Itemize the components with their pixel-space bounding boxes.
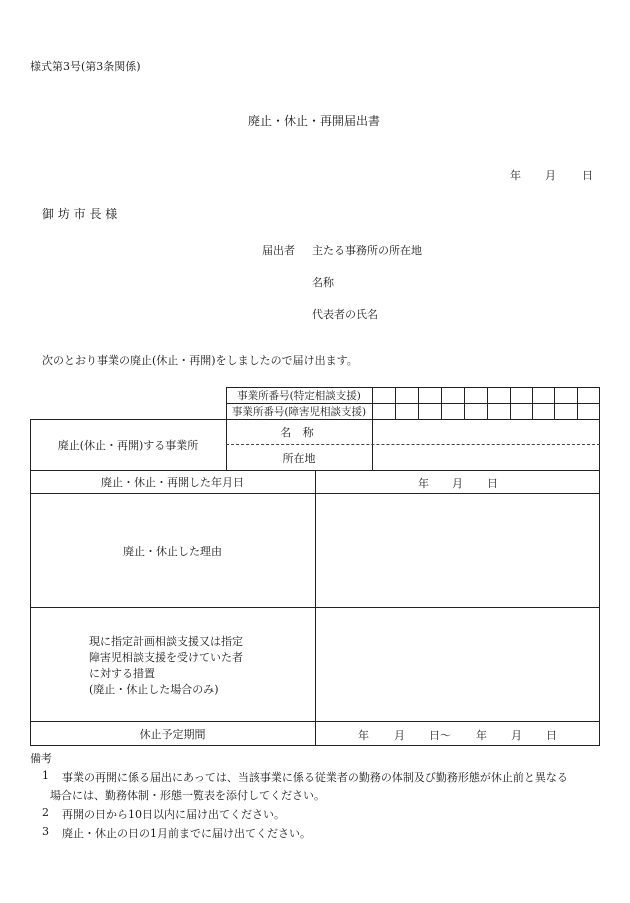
date-changed-label: 廃止・休止・再開した年月日	[101, 476, 244, 489]
form-number: 様式第3号(第3条関係)	[30, 60, 141, 73]
date-changed-day: 日	[487, 477, 498, 490]
date-month-label: 月	[545, 169, 556, 182]
measures-line: に対する措置	[89, 667, 155, 680]
period-start-year: 年	[358, 729, 369, 742]
remark-number: 1	[42, 769, 49, 782]
date-day-label: 日	[582, 169, 593, 182]
notifier-address-label: 主たる事務所の所在地	[312, 244, 422, 257]
remark-text: 廃止・休止の日の1月前までに届け出てください。	[62, 827, 311, 840]
measures-line: 障害児相談支援を受けていた者	[89, 651, 243, 664]
page-title: 廃止・休止・再開届出書	[248, 114, 381, 128]
date-changed-month: 月	[452, 477, 463, 490]
notifier-rep-label: 代表者の氏名	[312, 308, 378, 321]
measures-line: 現に指定計画相談支援又は指定	[89, 635, 243, 648]
period-end-year: 年	[476, 729, 487, 742]
date-changed-year: 年	[418, 477, 429, 490]
period-start-month: 月	[394, 729, 405, 742]
remark-text: 場合には、勤務体制・形態一覧表を添付してください。	[50, 789, 325, 802]
measures-label	[89, 634, 243, 698]
remark-text: 再開の日から10日以内に届け出てください。	[62, 808, 285, 821]
period-start-day: 日〜	[429, 729, 451, 742]
period-end-day: 日	[546, 729, 557, 742]
remark-number: 2	[42, 806, 49, 819]
addressee: 御 坊 市 長 様	[42, 207, 118, 221]
remark-number: 3	[42, 825, 49, 838]
date-year-label: 年	[510, 169, 521, 182]
office-number-specific-label: 事業所番号(特定相談支援)	[237, 390, 361, 402]
notifier-name-label: 名称	[312, 276, 334, 289]
period-end-month: 月	[511, 729, 522, 742]
remarks-heading: 備考	[30, 752, 52, 765]
office-header: 廃止(休止・再開)する事業所	[57, 439, 199, 452]
office-number-disability-label: 事業所番号(障害児相談支援)	[231, 406, 367, 418]
office-name-label: 名 称	[280, 426, 318, 439]
notifier-label: 届出者	[262, 244, 295, 257]
intro-text: 次のとおり事業の廃止(休止・再開)をしましたので届け出ます。	[42, 354, 358, 367]
office-location-label: 所在地	[282, 451, 316, 465]
measures-line: (廃止・休止した場合のみ)	[89, 683, 219, 696]
remark-text: 事業の再開に係る届出にあっては、当該事業に係る従業者の勤務の体制及び勤務形態が休止前と異なる	[62, 771, 568, 784]
reason-label: 廃止・休止した理由	[123, 544, 222, 558]
suspension-period-label: 休止予定期間	[139, 727, 206, 741]
